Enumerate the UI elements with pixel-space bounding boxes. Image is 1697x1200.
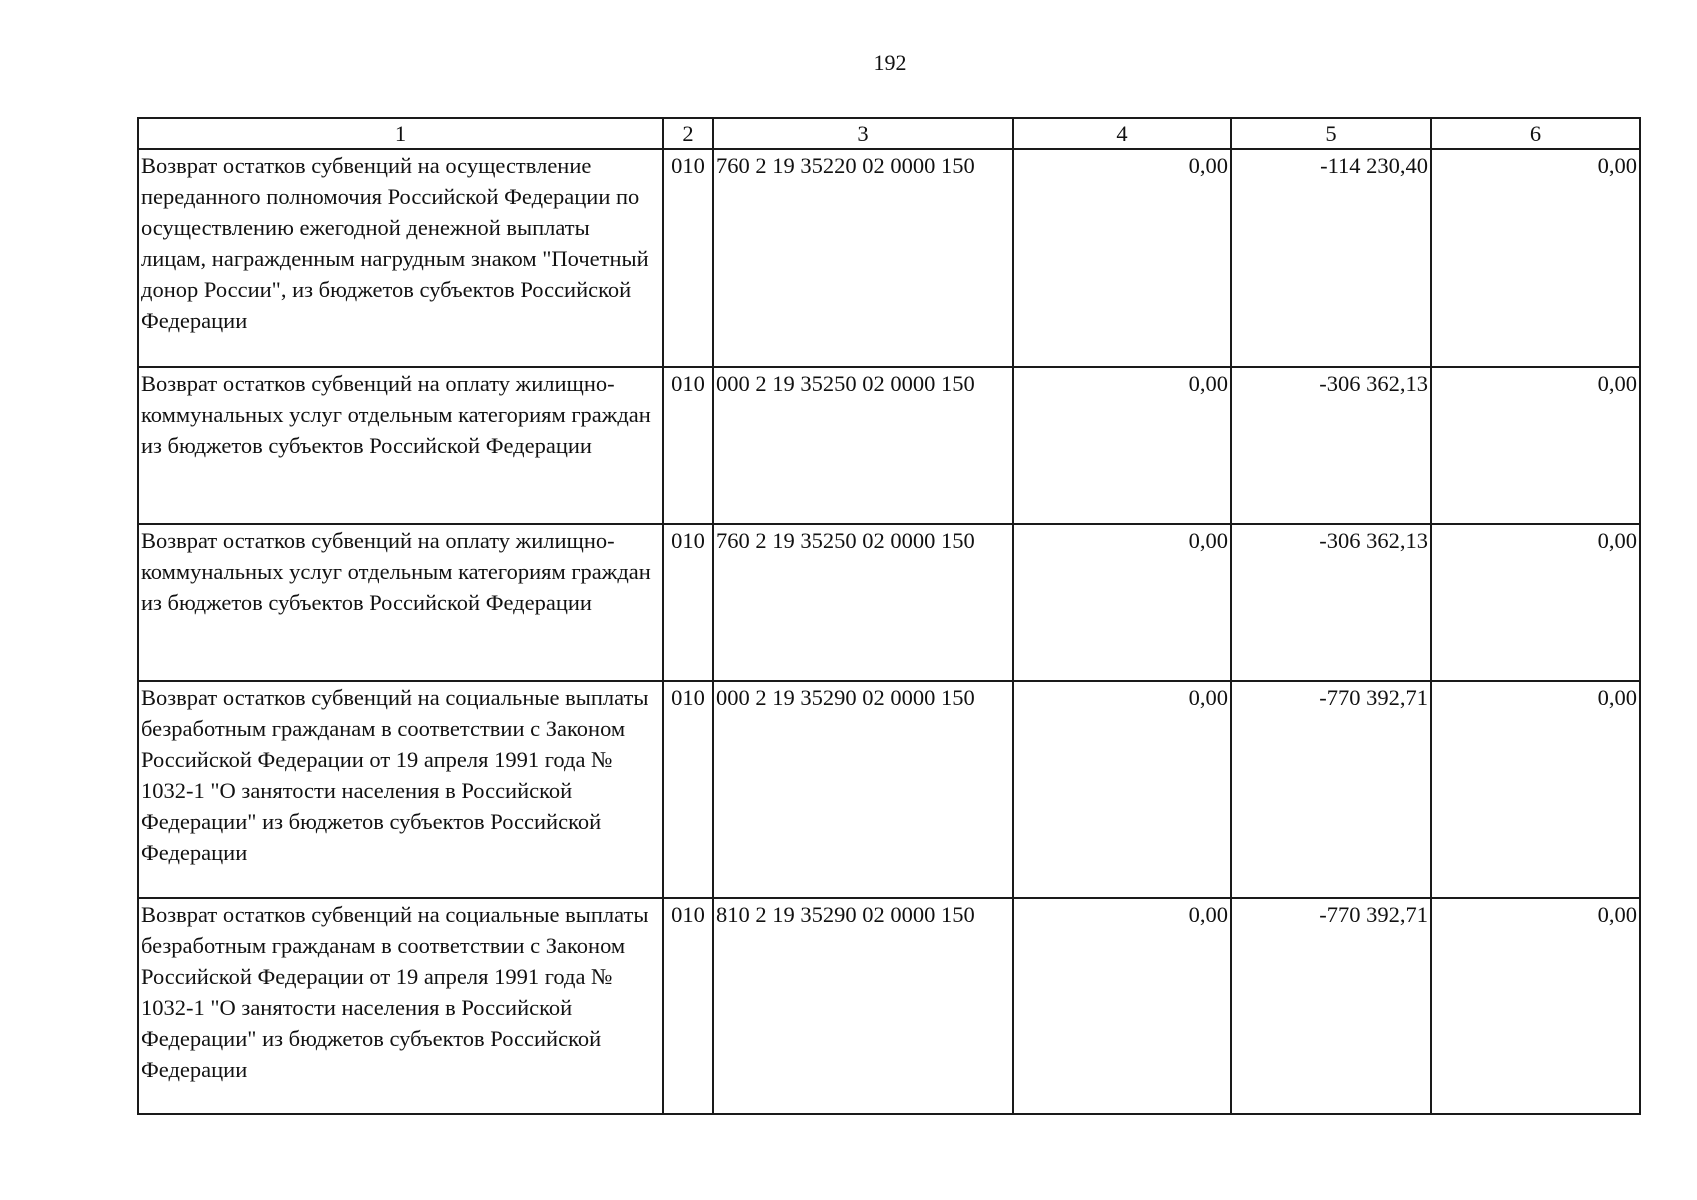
- row-value-col6: 0,00: [1431, 524, 1640, 681]
- column-header-4: 4: [1013, 118, 1231, 149]
- table-row: [138, 149, 1640, 367]
- row-name: Возврат остатков субвенций на социальные выплаты безработным гражданам в соответствии с Законом Российской Федерации от 19 апреля 1991 года № 1032-1 "О занятости населения в Российской Федерации" из бюджетов субъектов Российской Федерации: [138, 898, 663, 1114]
- row-name: Возврат остатков субвенций на оплату жилищно-коммунальных услуг отдельным категориям граждан из бюджетов субъектов Российской Федерации: [138, 524, 663, 681]
- row-value-col4: 0,00: [1013, 149, 1231, 367]
- row-value-col6: 0,00: [1431, 898, 1640, 1114]
- table-row: [138, 681, 1640, 898]
- row-value-col4: 0,00: [1013, 681, 1231, 898]
- row-name: Возврат остатков субвенций на социальные выплаты безработным гражданам в соответствии с Законом Российской Федерации от 19 апреля 1991 года № 1032-1 "О занятости населения в Российской Федерации" из бюджетов субъектов Российской Федерации: [138, 681, 663, 898]
- row-budget-code: 760 2 19 35220 02 0000 150: [713, 149, 1013, 367]
- column-header-2: 2: [663, 118, 713, 149]
- table-row: [138, 367, 1640, 524]
- page-number: 192: [873, 50, 907, 75]
- table-row: [138, 524, 1640, 681]
- row-value-col5: -770 392,71: [1231, 898, 1431, 1114]
- table-row: [138, 898, 1640, 1114]
- column-header-5: 5: [1231, 118, 1431, 149]
- row-budget-code: 760 2 19 35250 02 0000 150: [713, 524, 1013, 681]
- row-budget-code: 810 2 19 35290 02 0000 150: [713, 898, 1013, 1114]
- row-value-col5: -306 362,13: [1231, 367, 1431, 524]
- column-header-3: 3: [713, 118, 1013, 149]
- row-value-col6: 0,00: [1431, 367, 1640, 524]
- row-budget-code: 000 2 19 35250 02 0000 150: [713, 367, 1013, 524]
- row-code: 010: [663, 681, 713, 898]
- row-value-col4: 0,00: [1013, 524, 1231, 681]
- row-value-col4: 0,00: [1013, 898, 1231, 1114]
- row-name: Возврат остатков субвенций на оплату жилищно-коммунальных услуг отдельным категориям граждан из бюджетов субъектов Российской Федерации: [138, 367, 663, 524]
- row-value-col4: 0,00: [1013, 367, 1231, 524]
- row-value-col5: -770 392,71: [1231, 681, 1431, 898]
- row-value-col5: -306 362,13: [1231, 524, 1431, 681]
- row-code: 010: [663, 149, 713, 367]
- row-name: Возврат остатков субвенций на осуществление переданного полномочия Российской Федерации по осуществлению ежегодной денежной выплаты лицам, награжденным нагрудным знаком "Почетный донор России", из бюджетов субъектов Российской Федерации: [138, 149, 663, 367]
- row-value-col6: 0,00: [1431, 149, 1640, 367]
- column-header-6: 6: [1431, 118, 1640, 149]
- column-header-1: 1: [138, 118, 663, 149]
- budget-table: [137, 117, 1641, 1115]
- table-header-row: [138, 118, 1640, 149]
- row-budget-code: 000 2 19 35290 02 0000 150: [713, 681, 1013, 898]
- row-code: 010: [663, 367, 713, 524]
- row-code: 010: [663, 524, 713, 681]
- row-code: 010: [663, 898, 713, 1114]
- row-value-col6: 0,00: [1431, 681, 1640, 898]
- row-value-col5: -114 230,40: [1231, 149, 1431, 367]
